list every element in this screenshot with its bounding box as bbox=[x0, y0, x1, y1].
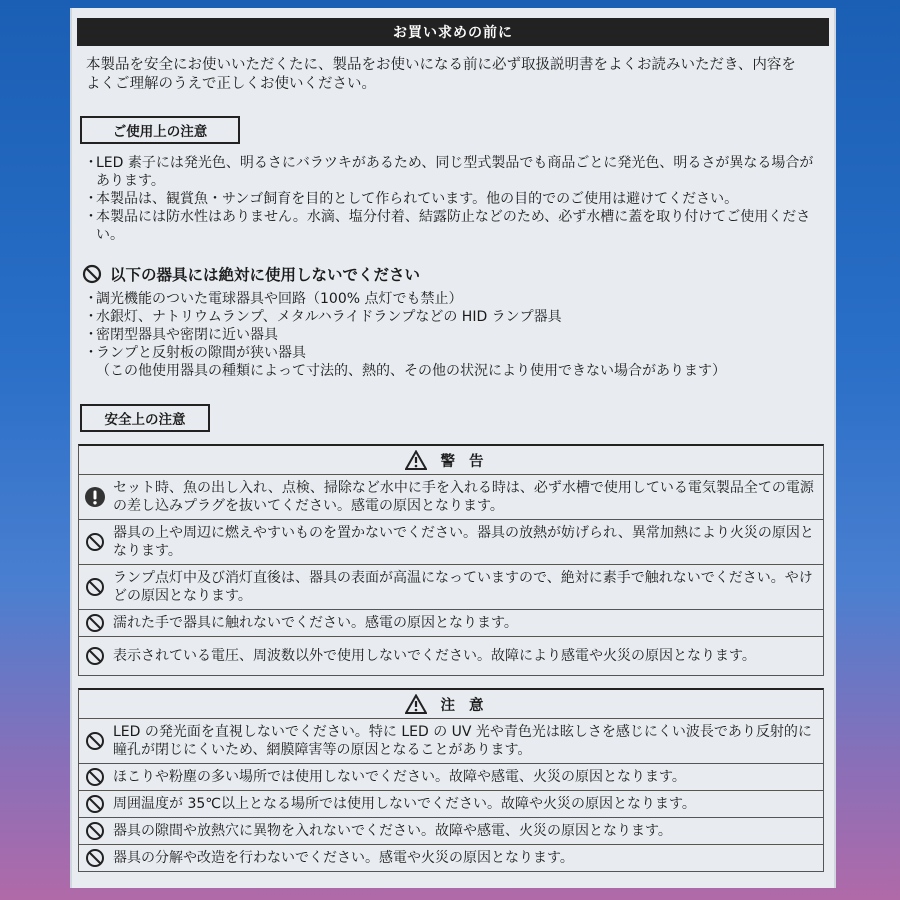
usage-list bbox=[78, 154, 818, 244]
caution-row: ほこりや粉塵の多い場所では使用しないでください。故障や感電、火災の原因となります。 bbox=[78, 764, 824, 791]
prohibited-list bbox=[78, 290, 818, 380]
prohibition-icon bbox=[85, 613, 105, 633]
list-item: ・ 調光機能のついた電球器具や回路（100% 点灯でも禁止） bbox=[78, 290, 818, 308]
prohibition-icon bbox=[82, 264, 102, 284]
prohibited-note: （この他使用器具の種類によって寸法的、熱的、その他の状況により使用できない場合があります） bbox=[96, 363, 726, 379]
safety-label: 安全上の注意 bbox=[80, 404, 210, 432]
warning-row: 濡れた手で器具に触れないでください。感電の原因となります。 bbox=[78, 610, 824, 637]
prohibition-icon bbox=[85, 821, 105, 841]
list-item: ・ 本製品には防水性はありません。水滴、塩分付着、結露防止などのため、必ず水槽に蓋を取り付けてご使用ください。 bbox=[78, 208, 818, 244]
list-item: ・ LED 素子には発光色、明るさにバラツキがあるため、同じ型式製品でも商品ごとに発光色、明るさが異なる場合があります。 bbox=[78, 154, 818, 190]
usage-label: ご使用上の注意 bbox=[80, 116, 240, 144]
prohibition-icon bbox=[85, 767, 105, 787]
caution-title: 注意 bbox=[440, 697, 498, 714]
prohibition-icon bbox=[85, 646, 105, 666]
instruction-card bbox=[70, 8, 836, 888]
warning-title: 警告 bbox=[440, 453, 498, 470]
warning-row: 表示されている電圧、周波数以外で使用しないでください。故障により感電や火災の原因となります。 bbox=[78, 637, 824, 676]
warning-header bbox=[78, 444, 824, 475]
caution-row: 器具の隙間や放熱穴に異物を入れないでください。故障や感電、火災の原因となります。 bbox=[78, 818, 824, 845]
caution-row: 器具の分解や改造を行わないでください。感電や火災の原因となります。 bbox=[78, 845, 824, 872]
warning-triangle-icon bbox=[405, 450, 427, 470]
intro-text: 本製品を安全にお使いいただくたに、製品をお使いになる前に必ず取扱説明書をよくお読みいただき、内容をよくご理解のうえで正しくお使いください。 bbox=[86, 57, 796, 92]
caution-section bbox=[78, 688, 824, 872]
warning-row: セット時、魚の出し入れ、点検、掃除など水中に手を入れる時は、必ず水槽で使用している電気製品全ての電源の差し込みプラグを抜いてください。感電の原因となります。 bbox=[78, 475, 824, 520]
page-title: お買い求めの前に bbox=[77, 18, 829, 46]
prohibition-icon bbox=[85, 577, 105, 597]
warning-row: 器具の上や周辺に燃えやすいものを置かないでください。器具の放熱が妨げられ、異常加熱により火災の原因となります。 bbox=[78, 520, 824, 565]
prohibited-title: 以下の器具には絶対に使用しないでください bbox=[110, 266, 421, 284]
caution-row: 周囲温度が 35℃以上となる場所では使用しないでください。故障や火災の原因となります。 bbox=[78, 791, 824, 818]
prohibition-icon bbox=[85, 794, 105, 814]
caution-row: LED の発光面を直視しないでください。特に LED の UV 光や青色光は眩しさを感じにくい波長であり反射的に瞳孔が閉じにくいため、網膜障害等の原因となることがあります。 bbox=[78, 719, 824, 764]
prohibition-icon bbox=[85, 848, 105, 868]
list-item: ・ 水銀灯、ナトリウムランプ、メタルハライドランプなどの HID ランプ器具 bbox=[78, 308, 818, 326]
caution-header bbox=[78, 688, 824, 719]
prohibited-heading bbox=[82, 263, 420, 285]
list-item: ・ 本製品は、観賞魚・サンゴ飼育を目的として作られています。他の目的でのご使用は避けてください。 bbox=[78, 190, 818, 208]
prohibition-icon bbox=[85, 731, 105, 751]
warning-section bbox=[78, 444, 824, 676]
list-item: ・ ランプと反射板の隙間が狭い器具 bbox=[78, 344, 818, 362]
list-item: ・ 密閉型器具や密閉に近い器具 bbox=[78, 326, 818, 344]
warning-row: ランプ点灯中及び消灯直後は、器具の表面が高温になっていますので、絶対に素手で触れないでください。やけどの原因となります。 bbox=[78, 565, 824, 610]
warning-triangle-icon bbox=[405, 694, 427, 714]
prohibition-icon bbox=[85, 532, 105, 552]
exclamation-icon bbox=[84, 486, 106, 508]
